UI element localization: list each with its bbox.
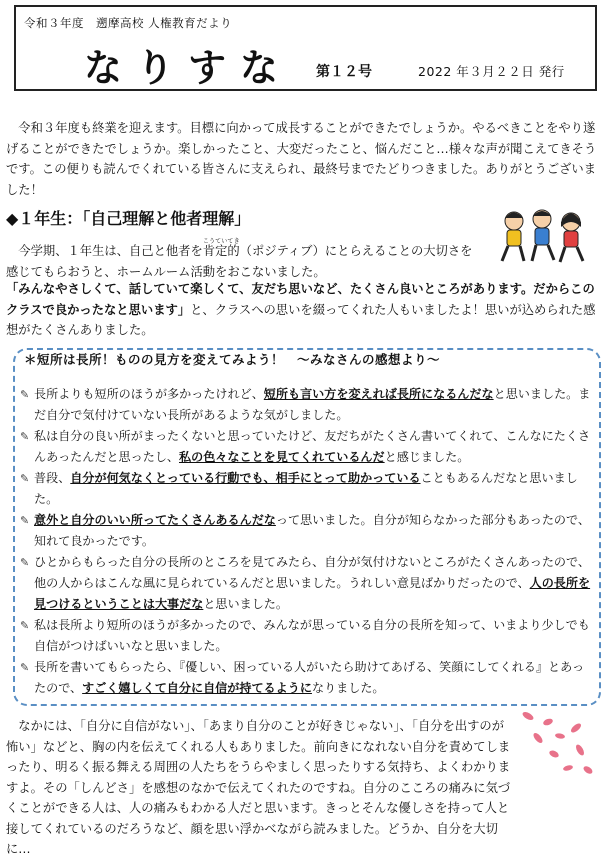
- kid-2: [532, 210, 554, 261]
- pen-icon: ✎: [20, 619, 30, 632]
- pen-icon: ✎: [20, 430, 30, 443]
- pen-icon: ✎: [20, 388, 30, 401]
- newsletter-title: なりすな: [84, 46, 293, 90]
- kid-1: [502, 212, 524, 261]
- issue-number: 第１２号: [316, 64, 372, 80]
- impression-item: ✎ 私は自分の良い所がまったくないと思っていたけど、友だちがたくさん書いてくれて、こんなにたくさんあったんだと思ったし、私の色々なことを見てくれているんだと感じました。: [20, 426, 594, 468]
- issue-date: 2022 年３月２２日 発行: [418, 64, 565, 79]
- section-paragraph-2: 「みんなやさしくて、話していて楽しくて、友だち思いなど、たくさん良いところがあります。だからこのクラスで良かったなと思います」と、クラスへの思いを綴ってくれた人もいましたよ！思いが込められた感想がたくさんありました。: [6, 282, 596, 337]
- impression-item: ✎ 長所よりも短所のほうが多かったけれど、短所も言い方を変えれば長所になるんだなと思いました。まだ自分で気付けていない長所があるような気がしました。: [20, 384, 594, 426]
- pen-icon: ✎: [20, 556, 30, 569]
- impression-item: ✎ 長所を書いてもらったら、『優しい、困っている人がいたら助けてあげる、笑顔にしてくれる』とあったので、すごく嬉しくて自分に自信が持てるようになりました。: [20, 657, 594, 699]
- pen-icon: ✎: [20, 514, 30, 527]
- petals-illustration: [518, 708, 598, 778]
- intro-paragraph: 令和３年度も終業を迎えます。目標に向かって成長することができたでしょうか。やるべきことをやり遂げることができたでしょうか。楽しかったこと、大変だったこと、悩んだこと…様々な声が聞こえてきそうです。この便りも読んでくれている皆さんに支えられ、最終号までたどりつきました。ありがとうございました！: [6, 121, 597, 197]
- impression-item: ✎ ひとからもらった自分の長所のところを見てみたら、自分が気付けないところがたくさんあったので、他の人からはこんな風に見られているんだと思いました。うれしい意見ばかりだったので、人の長所を見つけるということは大事だなと思いました。: [20, 552, 594, 615]
- section-heading: ◆１年生：「自己理解と他者理解」: [6, 209, 251, 228]
- section-paragraph-1: 今学期、１年生は、自己と他者を肯定的こうていてき（ポジティブ）にとらえることの大切さを感じてもらおうと、ホームルーム活動をおこないました。: [6, 238, 473, 279]
- impression-item: ✎ 普段、自分が何気なくとっている行動でも、相手にとって助かっていることもあるんだなと思いました。: [20, 468, 594, 510]
- kid-3: [560, 213, 583, 262]
- masthead: [14, 5, 597, 91]
- impression-item: ✎ 意外と自分のいい所ってたくさんあるんだなって思いました。自分が知らなかった部分もあったので、知れて良かったです。: [20, 510, 594, 552]
- school-line: 令和３年度 遡摩高校 人権教育だより: [24, 16, 233, 30]
- running-kids-illustration: [496, 205, 592, 267]
- pen-icon: ✎: [20, 661, 30, 674]
- impression-item: ✎ 私は長所より短所のほうが多かったので、みんなが思っている自分の長所を知って、いまより少しでも自信がつけばいいなと思いました。: [20, 615, 594, 657]
- pen-icon: ✎: [20, 472, 30, 485]
- impressions-list: [20, 384, 594, 699]
- class-quote: 「みんなやさしくて、話していて楽しくて、友だち思いなど、たくさん良いところがあります。だからこのクラスで良かったなと思います」: [6, 282, 595, 317]
- impressions-heading: ＊短所は長所！ものの見方を変えてみよう！ ～みなさんの感想より～: [24, 352, 441, 367]
- closing-paragraph: なかには、「自分に自信がない」、「あまり自分のことが好きじゃない」、「自分を出すのが怖い」などと、胸の内を伝えてくれる人もありました。前向きになれない自分を責めてしまったり、明るく振る舞える周囲の人たちをうらやましく思ったりする気持ち、よくわかりますよ。その「しんどさ」を感想のなかで伝えてくれたのですね。自分のこころの痛みに気づくことができる人は、人の痛みもわかる人だと思います。きっとそんな優しさを持って人と接してくれているのだろうなど、顔を思い浮かべながら読みました。どうか、自分を大切に…: [6, 719, 511, 856]
